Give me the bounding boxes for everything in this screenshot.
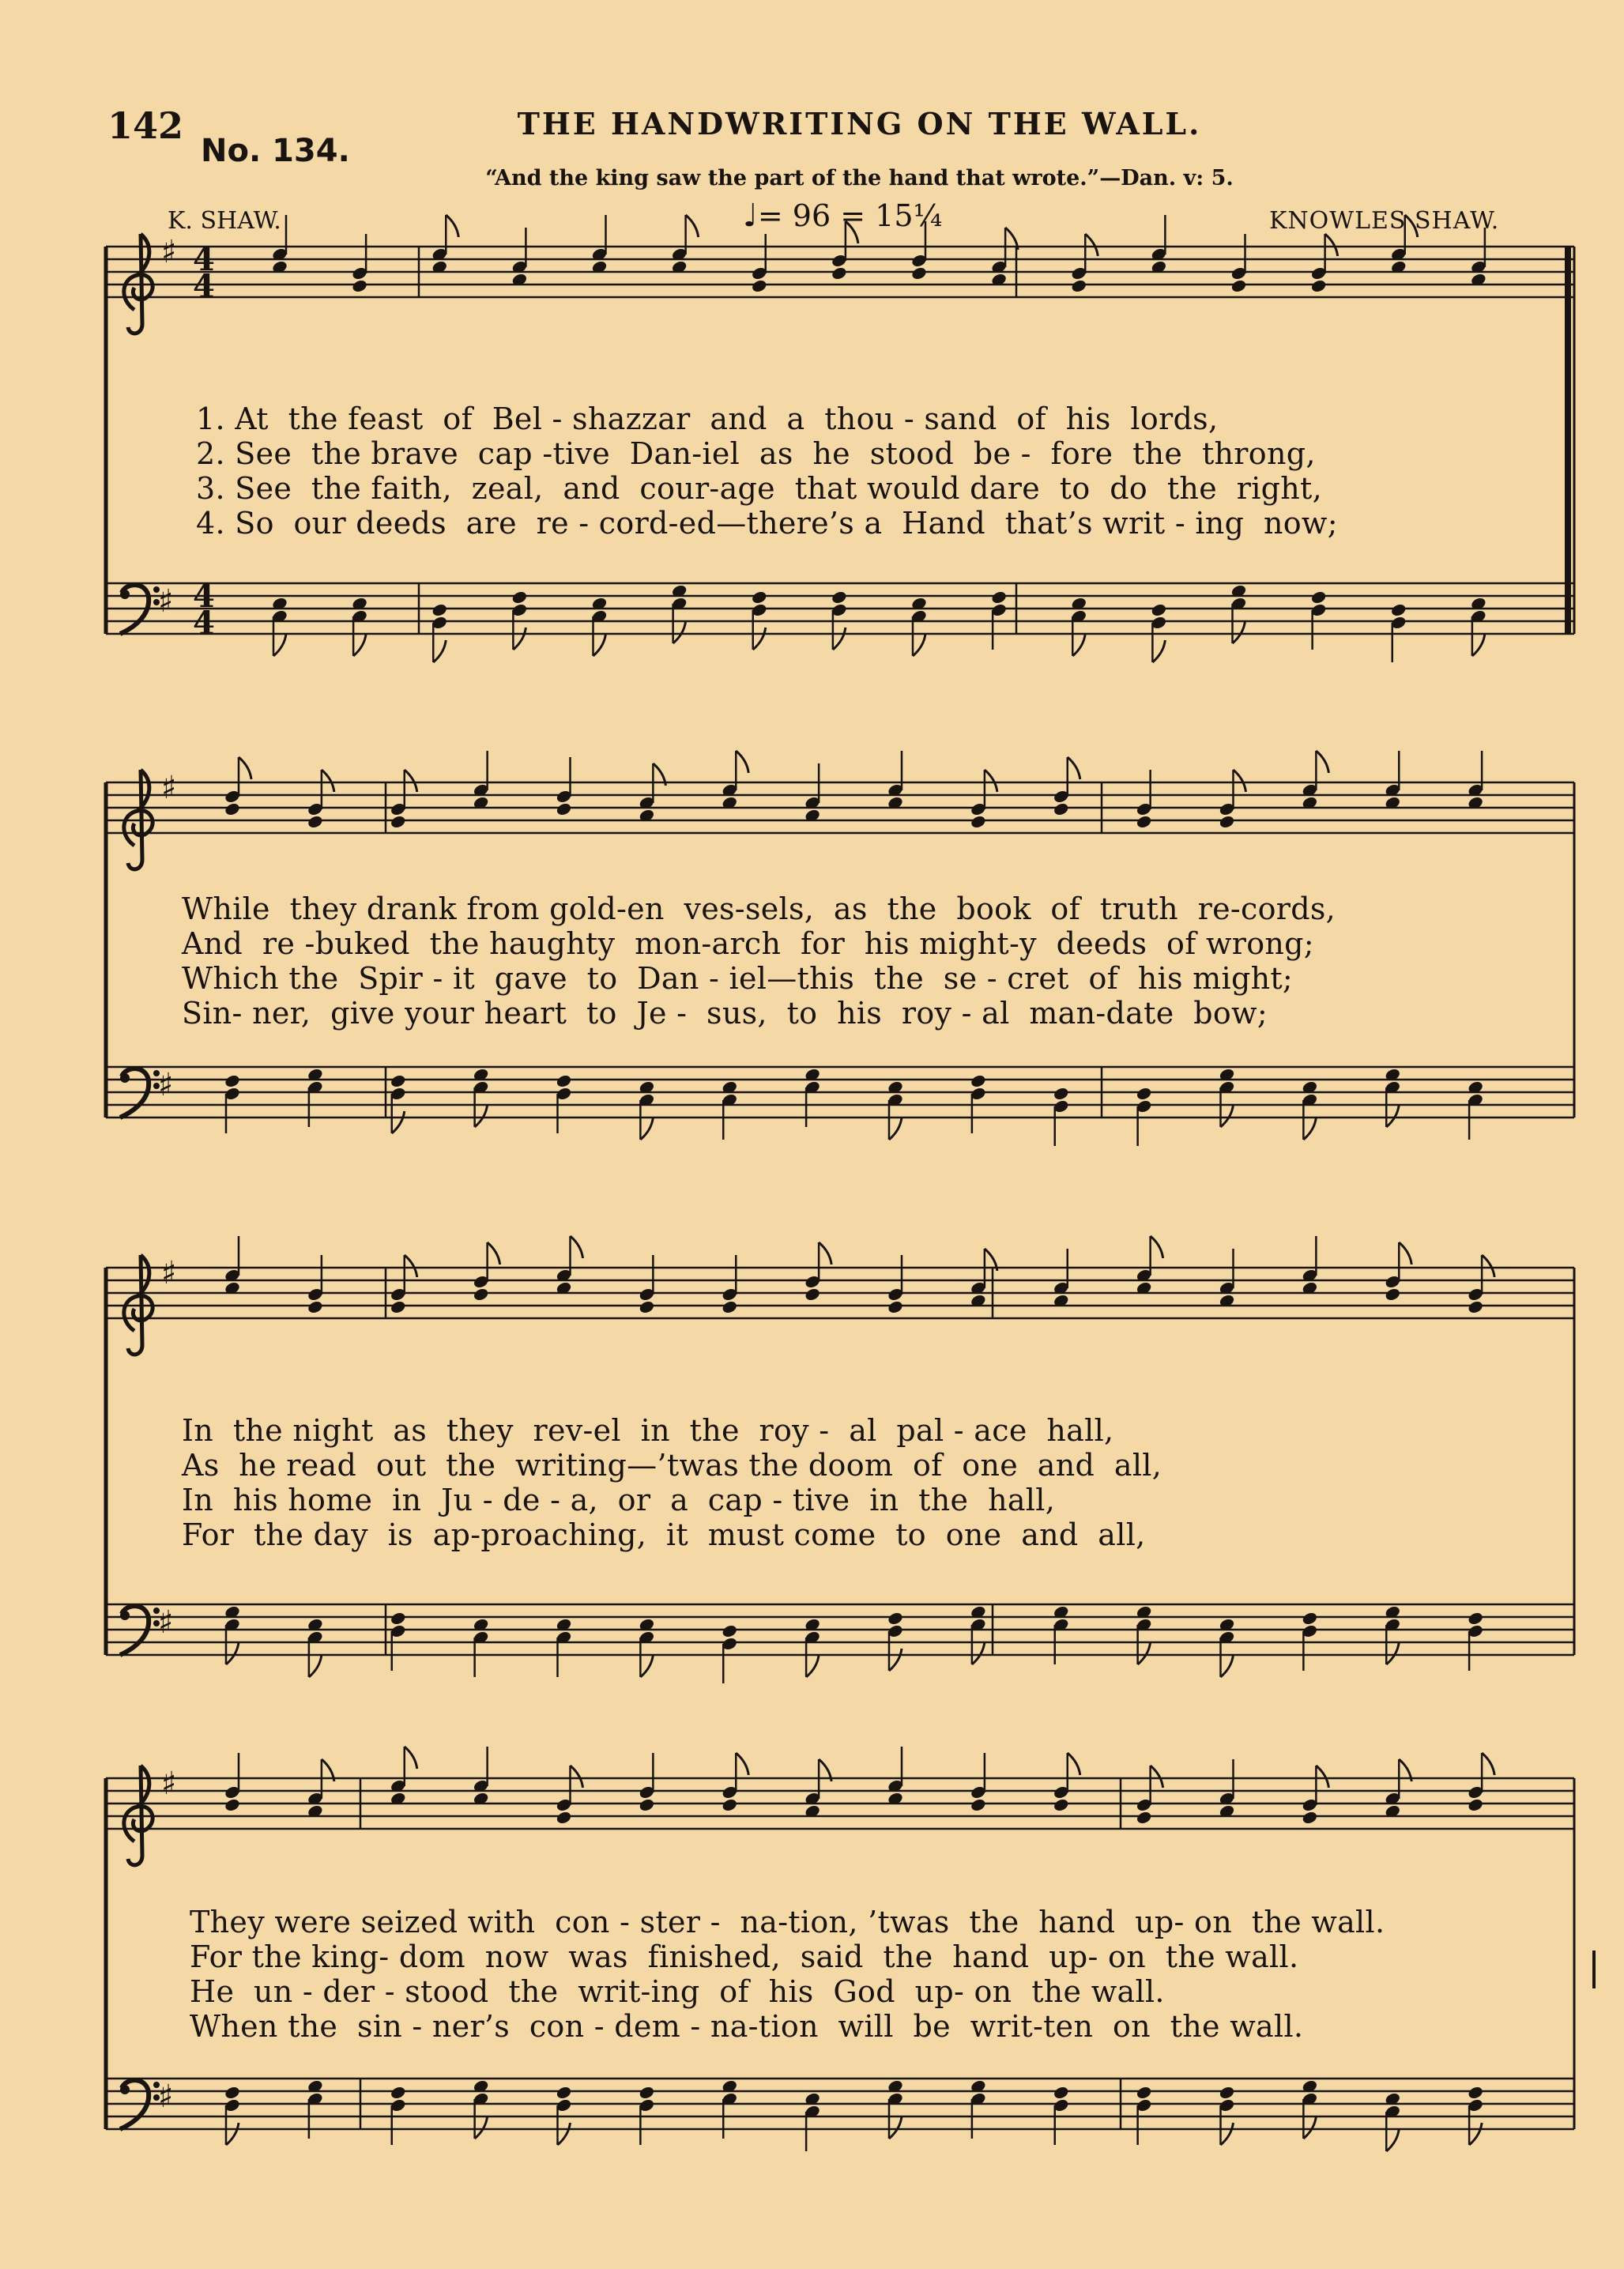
lyric-verse-2: 2. See the brave cap -tive Dan-iel as he stood be - fore the throng, bbox=[196, 436, 1316, 471]
note-flag bbox=[1386, 1642, 1399, 1664]
notehead bbox=[1053, 2085, 1070, 2100]
lyric-verse-4: 4. So our deeds are re - cord-ed—there’s a Hand that’s writ - ing now; bbox=[196, 506, 1338, 541]
notehead bbox=[1310, 278, 1328, 293]
note-flag bbox=[1386, 1105, 1399, 1127]
note-flag bbox=[1469, 2123, 1482, 2145]
note-flag bbox=[1316, 751, 1328, 773]
notehead bbox=[431, 602, 448, 617]
lyric-verse-4: Sin- ner, give your heart to Je - sus, to his roy - al man-date bow; bbox=[182, 996, 1268, 1031]
notehead bbox=[1136, 1810, 1153, 1825]
notehead bbox=[390, 2085, 407, 2100]
note-flag bbox=[433, 640, 446, 662]
margin-mark bbox=[1592, 1951, 1596, 1988]
sharp-icon: ♯ bbox=[158, 583, 174, 620]
note-flag bbox=[1068, 1753, 1080, 1775]
scripture-reference: “And the king saw the part of the hand that wrote.”—Dan. v: 5. bbox=[485, 166, 1234, 190]
notehead bbox=[751, 590, 768, 605]
time-signature-bottom: 4 bbox=[193, 605, 215, 642]
notehead bbox=[351, 278, 368, 293]
note-flag bbox=[673, 621, 686, 643]
note-flag bbox=[833, 628, 846, 650]
lyric-verse-3: Which the Spir - it gave to Dan - iel—this the se - cret of his might; bbox=[182, 961, 1294, 996]
note-flag bbox=[1072, 634, 1085, 656]
note-flag bbox=[1221, 1655, 1234, 1677]
note-flag bbox=[571, 1766, 583, 1788]
sharp-icon: ♯ bbox=[161, 234, 177, 270]
time-signature-top: 4 bbox=[193, 578, 215, 615]
lyric-verse-3: 3. See the faith, zeal, and cour-age that would dare to do the right, bbox=[196, 471, 1323, 506]
notehead bbox=[224, 2085, 241, 2100]
note-flag bbox=[1151, 1236, 1163, 1258]
note-flag bbox=[1085, 234, 1098, 256]
note-flag bbox=[322, 770, 334, 792]
note-flag bbox=[972, 1642, 985, 1664]
notehead bbox=[721, 1299, 738, 1314]
note-flag bbox=[405, 770, 417, 792]
notehead bbox=[1301, 1611, 1318, 1626]
treble-staff bbox=[106, 1778, 1574, 1829]
notehead bbox=[307, 1299, 324, 1314]
time-signature-top: 4 bbox=[193, 241, 215, 278]
bass-staff bbox=[106, 1067, 1574, 1118]
lyricist-credit: K. SHAW. bbox=[168, 207, 281, 235]
notehead bbox=[511, 590, 528, 605]
notehead bbox=[307, 814, 324, 829]
note-flag bbox=[1138, 1642, 1151, 1664]
note-flag bbox=[1399, 1242, 1411, 1265]
notehead bbox=[1070, 278, 1087, 293]
note-flag bbox=[405, 1255, 417, 1277]
notehead bbox=[390, 814, 407, 829]
notehead bbox=[1467, 1611, 1484, 1626]
bass-staff bbox=[106, 1604, 1574, 1655]
notehead bbox=[224, 1797, 241, 1812]
note-flag bbox=[475, 1105, 488, 1127]
note-flag bbox=[806, 1655, 819, 1677]
notehead bbox=[224, 1073, 241, 1088]
sharp-icon: ♯ bbox=[161, 1766, 177, 1802]
lyric-verse-3: He un - der - stood the writ-ing of his God up- on the wall. bbox=[190, 1974, 1165, 2009]
lyric-verse-1: In the night as they rev-el in the roy - al pal - ace hall, bbox=[182, 1413, 1114, 1448]
note-flag bbox=[392, 1111, 405, 1133]
note-flag bbox=[1233, 621, 1245, 643]
note-flag bbox=[405, 1747, 417, 1769]
composer-credit: KNOWLES SHAW. bbox=[1269, 207, 1500, 235]
note-flag bbox=[446, 215, 458, 237]
notehead bbox=[970, 1797, 987, 1812]
notehead bbox=[638, 2085, 655, 2100]
note-flag bbox=[736, 1753, 748, 1775]
note-flag bbox=[239, 757, 251, 779]
time-signature-bottom: 4 bbox=[193, 268, 215, 305]
note-flag bbox=[558, 2123, 571, 2145]
note-flag bbox=[1221, 2123, 1234, 2145]
hymn-number: No. 134. bbox=[201, 133, 350, 169]
note-flag bbox=[1234, 770, 1246, 792]
sharp-icon: ♯ bbox=[161, 770, 177, 806]
notehead bbox=[1467, 2085, 1484, 2100]
lyric-verse-4: For the day is ap-proaching, it must come to one and all, bbox=[182, 1517, 1146, 1552]
treble-staff bbox=[106, 1268, 1574, 1318]
note-flag bbox=[475, 2116, 488, 2139]
notehead bbox=[887, 1299, 904, 1314]
lyric-verse-1: While they drank from gold-en ves-sels, as the book of truth re-cords, bbox=[182, 891, 1336, 926]
notehead bbox=[1467, 1797, 1484, 1812]
notehead bbox=[556, 1073, 573, 1088]
sharp-icon: ♯ bbox=[158, 1067, 174, 1103]
notehead bbox=[1219, 2085, 1236, 2100]
notehead bbox=[970, 814, 987, 829]
note-flag bbox=[1221, 1105, 1234, 1127]
notehead bbox=[556, 1810, 573, 1825]
note-flag bbox=[571, 1236, 583, 1258]
note-flag bbox=[1386, 2129, 1399, 2151]
notehead bbox=[1053, 1797, 1070, 1812]
notehead bbox=[224, 801, 241, 816]
notehead bbox=[1467, 1299, 1484, 1314]
notehead bbox=[1390, 602, 1407, 617]
notehead bbox=[390, 1611, 407, 1626]
note-flag bbox=[1325, 234, 1338, 256]
note-flag bbox=[640, 1655, 653, 1677]
notehead bbox=[1310, 590, 1328, 605]
note-flag bbox=[640, 1118, 653, 1140]
note-flag bbox=[1303, 1118, 1316, 1140]
notehead bbox=[831, 266, 848, 281]
note-flag bbox=[819, 1242, 831, 1265]
notehead bbox=[473, 1287, 490, 1302]
note-flag bbox=[226, 1642, 239, 1664]
notehead bbox=[721, 1797, 738, 1812]
notehead bbox=[1053, 1086, 1070, 1101]
hymn-title: THE HANDWRITING ON THE WALL. bbox=[517, 106, 1202, 141]
notehead bbox=[910, 266, 928, 281]
notehead bbox=[1136, 814, 1153, 829]
page-number: 142 bbox=[107, 104, 184, 147]
tempo-value: = 96 = 15¼ bbox=[757, 198, 943, 233]
notehead bbox=[390, 1073, 407, 1088]
notehead bbox=[1219, 814, 1236, 829]
note-flag bbox=[353, 634, 366, 656]
lyric-verse-2: For the king- dom now was finished, said the hand up- on the wall. bbox=[190, 1939, 1299, 1974]
notehead bbox=[1136, 1086, 1153, 1101]
note-flag bbox=[488, 1242, 500, 1265]
note-flag bbox=[1303, 2116, 1316, 2139]
notehead bbox=[1150, 602, 1167, 617]
lyric-verse-3: In his home in Ju - de - a, or a cap - tive in the hall, bbox=[182, 1483, 1056, 1517]
note-flag bbox=[273, 634, 286, 656]
note-flag bbox=[1152, 640, 1165, 662]
note-flag bbox=[593, 634, 606, 656]
lyric-verse-1: 1. At the feast of Bel - shazzar and a thou - sand of his lords, bbox=[196, 401, 1219, 436]
notehead bbox=[831, 590, 848, 605]
sharp-icon: ♯ bbox=[158, 1604, 174, 1641]
notehead bbox=[1136, 2085, 1153, 2100]
bass-staff bbox=[106, 2079, 1574, 2129]
note-flag bbox=[846, 221, 858, 243]
note-flag bbox=[1405, 215, 1418, 237]
note-flag bbox=[1316, 1766, 1328, 1788]
note-flag bbox=[1482, 1255, 1494, 1277]
lyric-verse-4: When the sin - ner’s con - dem - na-tion will be writ-ten on the wall. bbox=[190, 2009, 1304, 2044]
note-flag bbox=[1151, 1766, 1163, 1788]
notehead bbox=[390, 1299, 407, 1314]
note-flag bbox=[309, 1655, 322, 1677]
notehead bbox=[1230, 278, 1248, 293]
notehead bbox=[1384, 1287, 1401, 1302]
notehead bbox=[990, 590, 1008, 605]
note-flag bbox=[736, 751, 748, 773]
sharp-icon: ♯ bbox=[161, 1255, 177, 1291]
note-flag bbox=[913, 634, 925, 656]
notehead bbox=[638, 1797, 655, 1812]
notehead bbox=[887, 1611, 904, 1626]
note-flag bbox=[1472, 634, 1485, 656]
notehead bbox=[721, 1623, 738, 1638]
notehead bbox=[751, 278, 768, 293]
quarter-note-icon: ♩ bbox=[743, 198, 758, 234]
notehead bbox=[556, 2085, 573, 2100]
note-flag bbox=[889, 1118, 902, 1140]
notehead bbox=[970, 1073, 987, 1088]
note-flag bbox=[226, 2123, 239, 2145]
sharp-icon: ♯ bbox=[158, 2079, 174, 2115]
lyric-verse-2: And re -buked the haughty mon-arch for his might-y deeds of wrong; bbox=[182, 926, 1314, 961]
notehead bbox=[1301, 1810, 1318, 1825]
note-flag bbox=[889, 2116, 902, 2139]
lyric-verse-2: As he read out the writing—’twas the doom of one and all, bbox=[182, 1448, 1162, 1483]
notehead bbox=[556, 801, 573, 816]
lyric-verse-1: They were seized with con - ster - na-tion, ’twas the hand up- on the wall. bbox=[190, 1905, 1385, 1939]
note-flag bbox=[1482, 1753, 1494, 1775]
notehead bbox=[1053, 801, 1070, 816]
notehead bbox=[804, 1287, 821, 1302]
note-flag bbox=[889, 1649, 902, 1671]
note-flag bbox=[985, 770, 997, 792]
note-flag bbox=[513, 628, 526, 650]
notehead bbox=[638, 1299, 655, 1314]
note-flag bbox=[753, 628, 766, 650]
note-flag bbox=[686, 215, 699, 237]
note-flag bbox=[1068, 757, 1080, 779]
treble-staff bbox=[106, 782, 1574, 833]
